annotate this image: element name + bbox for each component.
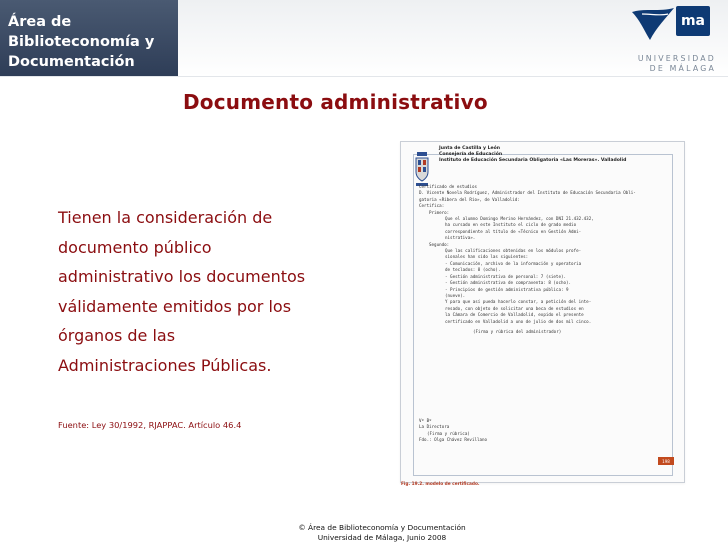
logo-badge: ma — [676, 6, 710, 36]
second-line: (nueve). — [445, 292, 466, 298]
body-line: Administraciones Públicas. — [58, 355, 272, 375]
university-line2: DE MÁLAGA — [649, 64, 716, 73]
university-line1: UNIVERSIDAD — [637, 54, 716, 63]
second-line: - Gestión administrativa de personal: 7 (siete). — [445, 273, 567, 279]
page-title: Documento administrativo — [183, 90, 488, 114]
vobo-label: Vº Bº — [419, 418, 432, 423]
footer-line1: © Área de Biblioteconomía y Documentación — [298, 523, 466, 532]
second-line: - Comunicación, archivo de la información y operatoria — [445, 260, 582, 266]
director-name: Fdo.: Olga Chávez Revillano — [419, 437, 488, 443]
footer — [298, 523, 466, 543]
institution-line2: Consejería de Educación — [439, 152, 503, 157]
header-title-line2: Documentación — [8, 54, 135, 70]
signature-admin: (Firma y rúbrica del administrador) — [473, 328, 562, 334]
body-line: Tienen la consideración de — [58, 208, 273, 227]
closing-line: certificado en Valladolid a uno de julio de dos mil cinco. — [445, 318, 592, 324]
closing-line: Y para que así pueda hacerlo constar, a petición del inte- — [445, 299, 592, 305]
body-line: administrativo los documentos — [58, 267, 306, 286]
body-line: órganos de las — [58, 326, 176, 345]
first-label: Primero: — [429, 209, 450, 215]
body-text — [58, 203, 358, 380]
first-line: Que el alumno Domingo Merino Hernández, con DNI 21.432.432, — [445, 216, 594, 222]
second-line: de teclados: 8 (ocho). — [445, 267, 501, 273]
university-name — [626, 54, 716, 74]
director-signature: (Firma y rúbrica) — [427, 430, 470, 436]
body-line: documento público — [58, 237, 212, 257]
certificate-title: Certificado de estudios — [419, 184, 477, 189]
first-line: ha cursado en este Instituto el ciclo de grado medio — [445, 222, 577, 228]
closing-line: la Cámara de Comercio de Valladolid, expido el presente — [445, 312, 584, 318]
coat-of-arms-icon — [414, 150, 430, 188]
first-line: correspondiente al título de «Técnico en Gestión Admi- — [445, 228, 582, 234]
logo-wing-icon — [630, 6, 678, 44]
closing-line: resado, con objeto de solicitar una beca de estudios en — [445, 305, 584, 311]
header-title-band — [0, 0, 178, 76]
certificate-intro: D. Vicente Novela Rodríguez, Administrador del Instituto de Educación Secundaria Obli- — [419, 190, 636, 196]
certificate-intro: gatoria «Ribera del Río», de Valladolid: — [419, 196, 520, 202]
certificate-signatures — [401, 418, 684, 444]
source-note: Fuente: Ley 30/1992, RJAPPAC. Artículo 46.4 — [58, 420, 242, 430]
institution-line3: Instituto de Educación Secundaria Obligatoria «Las Moreras». Valladolid — [439, 158, 627, 163]
university-logo — [626, 4, 716, 72]
first-line: nistrativa». — [445, 235, 476, 241]
certifies-label: Certifica: — [419, 203, 445, 209]
institution-line1: Junta de Castilla y León — [439, 146, 501, 151]
footer-line2: Universidad de Málaga, Junio 2008 — [317, 533, 447, 542]
second-line: Que las calificaciones obtenidas en los módulos profe- — [445, 248, 582, 254]
header-title-line1: Área de Biblioteconomía y — [8, 14, 155, 50]
header-title — [8, 12, 178, 72]
certificate-header — [439, 146, 626, 164]
page-tag: 198 — [658, 457, 674, 465]
figure-caption: Fig. 19.2. modelo de certificado. — [401, 482, 480, 487]
certificate-image — [400, 141, 685, 487]
header-bar — [0, 0, 728, 77]
director-label: La Directora — [419, 424, 450, 430]
body-line: válidamente emitidos por los — [58, 296, 292, 316]
second-line: - Principios de gestión administrativa pública: 9 — [445, 286, 569, 292]
certificate-body — [419, 184, 659, 335]
second-line: sionales han sido las siguientes: — [445, 254, 529, 260]
second-line: - Gestión administrativa de compraventa: 8 (ocho). — [445, 280, 572, 286]
second-label: Segundo: — [429, 241, 450, 247]
